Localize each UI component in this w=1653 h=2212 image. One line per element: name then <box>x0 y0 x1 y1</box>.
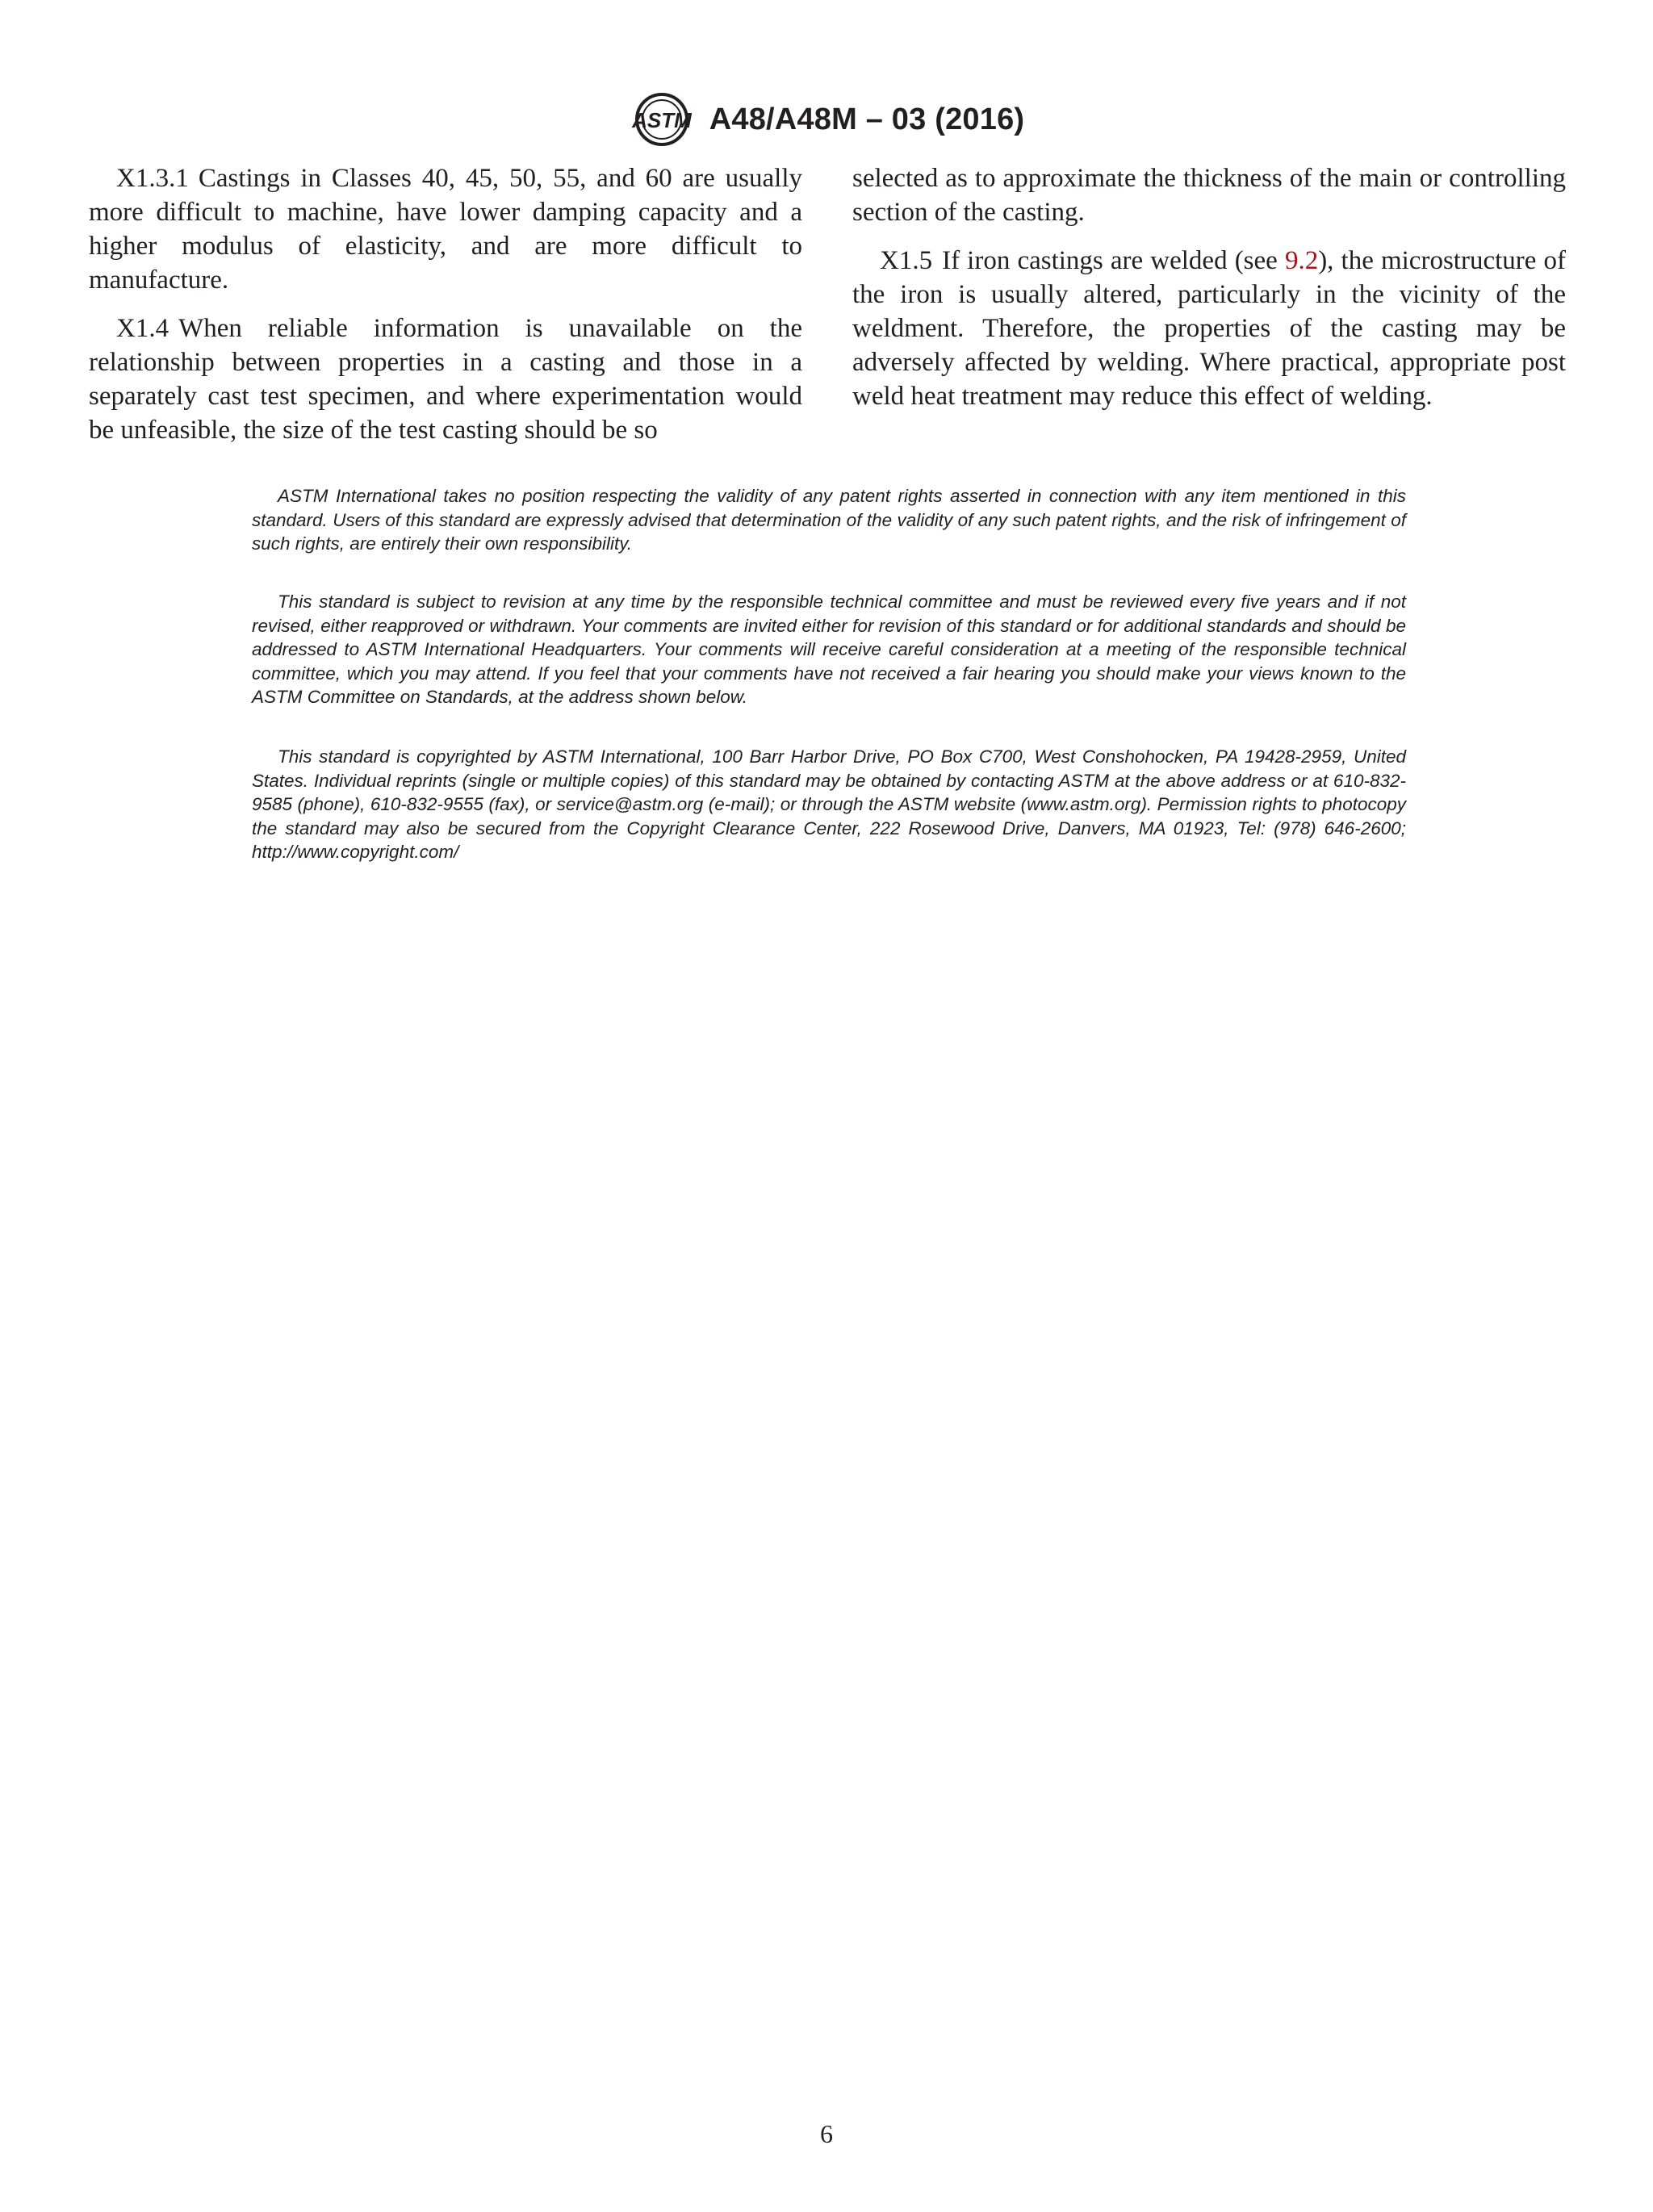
paragraph-x1-4 <box>89 312 802 447</box>
paragraph-text: Castings in Classes 40, 45, 50, 55, and 60 are usually more difficult to machine, have lower damping capacity and a higher modulus of elasticity, and are more difficult to manufacture. <box>89 164 802 295</box>
svg-text:ASTM: ASTM <box>631 108 692 132</box>
patent-notice <box>252 484 1406 556</box>
paragraph-text: If iron castings are welded (see <box>942 246 1285 275</box>
paragraph-x1-4-continued: selected as to approximate the thickness of the main or controlling section of the casting. <box>852 164 1566 227</box>
revision-notice <box>252 590 1406 709</box>
paragraph-x1-5 <box>852 244 1566 413</box>
section-number: X1.4 <box>116 314 169 343</box>
right-column <box>852 161 1566 428</box>
copyright-notice <box>252 745 1406 864</box>
copyright-notice-text: This standard is copyrighted by ASTM International, 100 Barr Harbor Drive, PO Box C700, West Conshohocken, PA 19428-2959, United States. Individual reprints (single or multiple copies) of this standard may be obtained by contacting ASTM at the above address or at 610-832-9585 (phone), 610-832-9555 (fax), or service@astm.org (e-mail); or through the ASTM website (www.astm.org). Permission rights to photocopy the standard may also be secured from the Copyright Clearance Center, 222 Rosewood Drive, Danvers, MA 01923, Tel: (978) 646-2600; http://www.copyright.com/ <box>252 746 1406 863</box>
paragraph-text: When reliable information is unavailable on the relationship between properties in a casting and those in a separately cast test specimen, and where experimentation would be unfeasible, the size of the test casting should be so <box>89 314 802 445</box>
paragraph-x1-3-1 <box>89 161 802 297</box>
patent-notice-text: ASTM International takes no position respecting the validity of any patent rights asserted in connection with any item mentioned in this standard. Users of this standard are expressly advised that determination of the validity of any such patent rights, and the risk of infringement of such rights, are entirely their own responsibility. <box>252 486 1406 554</box>
section-number: X1.3.1 <box>116 164 189 193</box>
page-number: 6 <box>820 2119 833 2148</box>
left-column <box>89 161 802 462</box>
astm-logo-icon <box>629 90 695 149</box>
section-9-2-link[interactable]: 9.2 <box>1284 246 1319 275</box>
section-number: X1.5 <box>880 246 933 275</box>
revision-notice-text: This standard is subject to revision at any time by the responsible technical committee and must be reviewed every five years and if not revised, either reapproved or withdrawn. Your comments are invited either for revision of this standard or for additional standards and should be addressed to ASTM International Headquarters. Your comments will receive careful consideration at a meeting of the responsible technical committee, which you may attend. If you feel that your comments have not received a fair hearing you should make your views known to the ASTM Committee on Standards, at the address shown below. <box>252 592 1406 708</box>
standard-designation: A48/A48M – 03 (2016) <box>709 102 1025 136</box>
paragraph-text: ), the microstructure of the iron is usually altered, particularly in the vicinity of the weldment. Therefore, the properties of the casting may be adversely affected by welding. Where practical, appropriate post weld heat treatment may reduce this effect of welding. <box>852 246 1567 411</box>
page-header <box>0 87 1653 152</box>
